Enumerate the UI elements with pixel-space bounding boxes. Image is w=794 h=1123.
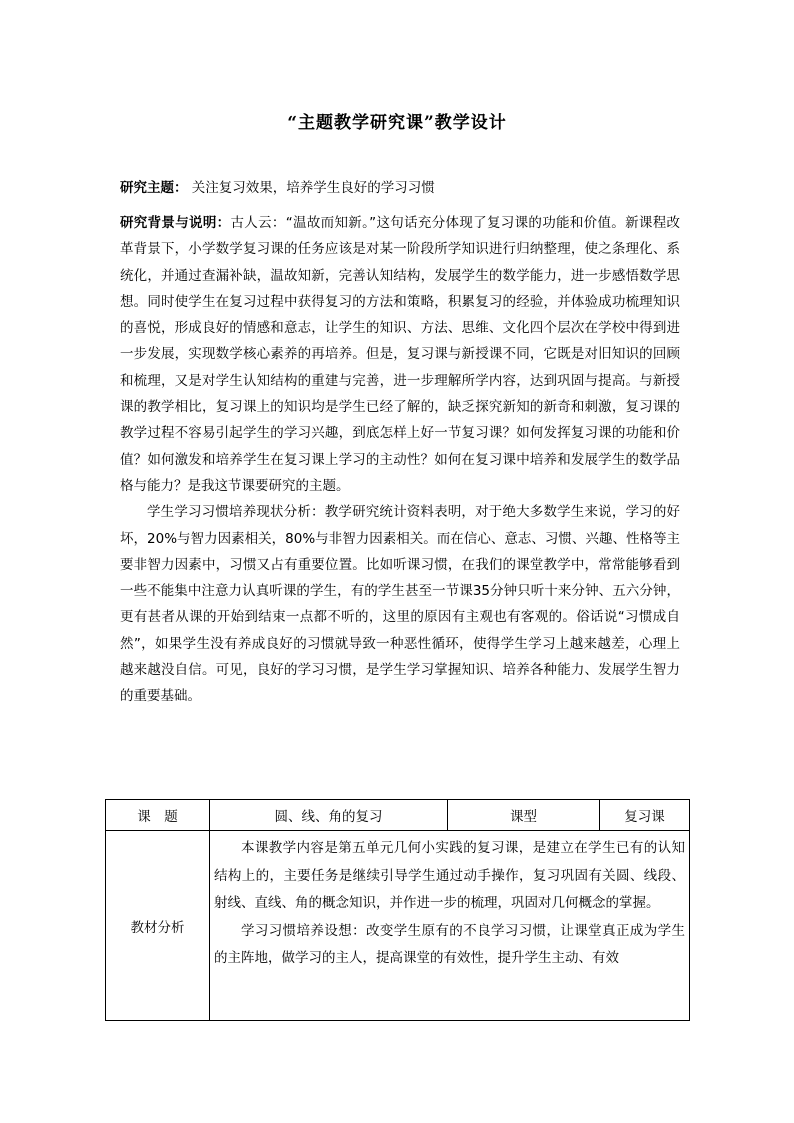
cell-topic-value: 圆、线、角的复习 <box>210 800 448 831</box>
research-topic-text: 关注复习效果，培养学生良好的学习习惯 <box>191 180 435 196</box>
background-paragraph-2: 学生学习习惯培养现状分析：教学研究统计资料表明，对于绝大多数学生来说，学习的好坏，20%与智力因素相关，80%与非智力因素相关。而在信心、意志、习惯、兴趣、性格等主要非智力因素中，习惯又占有重要位置。比如听课习惯，在我们的课堂教学中，常常能够看到一些不能集中注意力认真听课的学生，有的学生甚至一节课35分钟只听十来分钟、五六分钟，更有甚者从课的开始到结束一点都不听的，这里的原因有主观也有客观的。俗话说“习惯成自然”，如果学生没有养成良好的习惯就导致一种恶性循环，使得学生学习上越来越差，心理上越来越没自信。可见，良好的学习习惯，是学生学习掌握知识、培养各种能力、发展学生智力的重要基础。 <box>120 504 680 705</box>
lesson-table <box>105 799 690 1021</box>
table-row <box>106 831 690 1021</box>
table-row <box>106 800 690 831</box>
research-background <box>120 210 680 710</box>
analysis-paragraph-1: 本课教学内容是第五单元几何小实践的复习课，是建立在学生已有的认知结构上的，主要任务是继续引导学生通过动手操作，复习巩固有关圆、线段、射线、直线、角的概念知识，并作进一步的梳理，巩固对几何概念的掌握。 <box>214 840 685 911</box>
cell-type-label: 课型 <box>448 800 600 831</box>
cell-analysis-content <box>210 831 690 1021</box>
cell-analysis-label: 教材分析 <box>106 831 210 1021</box>
cell-topic-label: 课 题 <box>106 800 210 831</box>
background-paragraph-1 <box>120 210 680 499</box>
research-topic <box>120 176 435 196</box>
cell-type-value: 复习课 <box>600 800 690 831</box>
document-title: “主题教学研究课”教学设计 <box>287 113 507 133</box>
background-label: 研究背景与说明： <box>120 215 231 231</box>
analysis-paragraph-2: 学习习惯培养设想：改变学生原有的不良学习习惯，让课堂真正成为学生的主阵地，做学习的主人，提高课堂的有效性，提升学生主动、有效 <box>214 922 685 966</box>
research-topic-label: 研究主题： <box>120 180 188 196</box>
background-text-1: 古人云：“温故而知新。”这句话充分体现了复习课的功能和价值。新课程改革背景下，小学数学复习课的任务应该是对某一阶段所学知识进行归纳整理，使之条理化、系统化，并通过查漏补缺，温故知新，完善认知结构，发展学生的数学能力，进一步感悟数学思想。同时使学生在复习过程中获得复习的方法和策略，积累复习的经验，并体验成功梳理知识的喜悦，形成良好的情感和意志，让学生的知识、方法、思维、文化四个层次在学校中得到进一步发展，实现数学核心素养的再培养。但是，复习课与新授课不同，它既是对旧知识的回顾和梳理，又是对学生认知结构的重建与完善，进一步理解所学内容，达到巩固与提高。与新授课的教学相比，复习课上的知识均是学生已经了解的，缺乏探究新知的新奇和刺激，复习课的教学过程不容易引起学生的学习兴趣，到底怎样上好一节复习课？如何发挥复习课的功能和价值？如何激发和培养学生在复习课上学习的主动性？如何在复习课中培养和发展学生的数学品格与能力？是我这节课要研究的主题。 <box>120 215 680 494</box>
